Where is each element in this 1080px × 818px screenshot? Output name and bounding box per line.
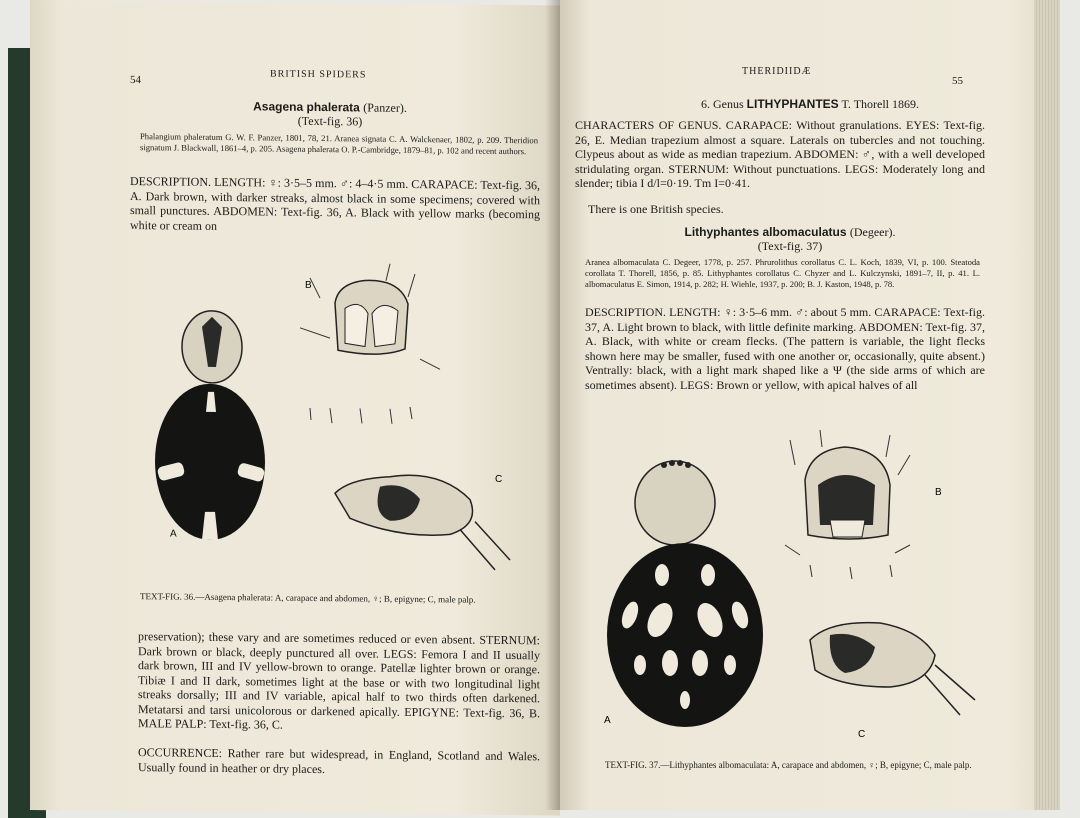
fig36-carapace-abdomen bbox=[155, 310, 265, 540]
species-name: Asagena phalerata bbox=[253, 99, 360, 115]
figure-caption: TEXT-FIG. 37.—Lithyphantes albomaculata: A, carapace and abdomen, ♀; B, epigyne; C, male palp. bbox=[605, 760, 972, 770]
figure-caption: TEXT-FIG. 36.—Asagena phalerata: A, carapace and abdomen, ♀; B, epigyne; C, male palp. bbox=[140, 591, 476, 605]
figure-reference: (Text-fig. 37) bbox=[757, 239, 823, 253]
right-page bbox=[560, 0, 1060, 810]
fig37-epigyne bbox=[785, 430, 910, 579]
species-count-note: There is one British species. bbox=[588, 202, 724, 216]
left-page bbox=[30, 0, 560, 816]
page-edges bbox=[1034, 0, 1060, 810]
figure-36 bbox=[150, 256, 530, 590]
species-name: Lithyphantes albomaculatus bbox=[684, 225, 847, 239]
fig37-label-a: A bbox=[604, 715, 611, 726]
figure-reference: (Text-fig. 36) bbox=[297, 113, 363, 129]
synonymy: Phalangium phaleratum G. W. F. Panzer, 1801, 78, 21. Aranea signata C. A. Walckenaer, 1802, p. 209. Theridion signatum J. Blackwall, 1861–4, p. 205. Asagena phalerata O. P.-Cambridge, 1879–81, p. 102 and recent authors. bbox=[140, 131, 538, 157]
genus-number: 6. Genus bbox=[700, 97, 744, 111]
figure-37 bbox=[590, 425, 990, 745]
fig37-carapace-abdomen bbox=[607, 460, 763, 727]
description-text: DESCRIPTION. LENGTH: ♀: 3·5–5 mm. ♂: 4–4·5 mm. CARAPACE: Text-fig. 36, A. Dark brown, with darker streaks, almost black in some specimens; covered with small punctures. ABDOMEN: Text-fig. 36, A. Black with yellow marks (becoming white or cream on bbox=[130, 174, 540, 233]
fig36-label-b: B bbox=[305, 279, 312, 291]
fig36-label-c: C bbox=[495, 473, 503, 485]
occurrence-text: OCCURRENCE: Rather rare but widespread, in England, Scotland and Wales. Usually found in heather or dry places. bbox=[138, 745, 540, 776]
genus-name: LITHYPHANTES bbox=[746, 97, 839, 111]
synonymy: Aranea albomaculata C. Degeer, 1778, p. 257. Phrurolithus corollatus C. L. Koch, 1839, VI, p. 100. Steatoda corollata T. Thorell, 1856, p. 85. Lithyphantes corollatus C. Chyzer and L. Kulczynski, 1891–7, II, p. 41. L. albomaculatus E. Simon, 1914, p. 282; H. Wiehle, 1937, p. 200; B. J. Kaston, 1948, p. 78. bbox=[585, 257, 980, 289]
species-author: (Panzer). bbox=[363, 100, 407, 115]
species-author: (Degeer). bbox=[849, 225, 896, 239]
fig37-male-palp bbox=[810, 623, 975, 715]
fig36-epigyne bbox=[300, 263, 440, 424]
fig36-label-a: A bbox=[170, 528, 177, 540]
genus-heading bbox=[620, 97, 1000, 112]
genus-author: T. Thorell 1869. bbox=[841, 97, 920, 111]
running-head: BRITISH SPIDERS bbox=[270, 68, 367, 81]
page-number: 54 bbox=[130, 74, 141, 87]
genus-characters: CHARACTERS OF GENUS. CARAPACE: Without granulations. EYES: Text-fig. 26, E. Median trapezium almost a square. Laterals on tubercles and not touching. Clypeus about as wide as median trapezium. ABDOMEN: ♂, with a well developed stridulating organ. STERNUM: Without punctuations. LEGS: Moderately long and slender; tibia I d/l=0·19. Tm I=0·41. bbox=[575, 118, 985, 190]
fig37-label-b: B bbox=[935, 487, 942, 498]
running-head: THERIDIIDÆ bbox=[742, 66, 812, 77]
page-number: 55 bbox=[952, 75, 963, 87]
species-title bbox=[640, 225, 940, 240]
fig37-label-c: C bbox=[858, 729, 866, 740]
description-text: DESCRIPTION. LENGTH: ♀: 3·5–6 mm. ♂: about 5 mm. CARAPACE: Text-fig. 37, A. Light brown to black, with little definite marking. ABDOMEN: Text-fig. 37, A. Black, with white or cream flecks. (The pattern is variable, the light flecks shown here may be smaller, fused with one another or, occasionally, quite absent.) Ventrally: black, with a light mark shaped like a Ψ (the side arms of which are sometimes absent). LEGS: Brown or yellow, with apical halves of all bbox=[585, 305, 985, 392]
fig36-male-palp bbox=[335, 475, 510, 571]
description-continued: preservation); these vary and are sometimes reduced or even absent. STERNUM: Dark brown or black, deeply punctured all over. LEGS: Femora I and II usually dark brown, III and IV yellow-brown to orange. Patellæ lighter brown or orange. Tibiæ I and II dark, sometimes light at the base or with two longitudinal light streaks dorsally; III and IV variable, apical half to two thirds often darkened. Metatarsi and tarsi unicolorous or darkened apically. EPIGYNE: Text-fig. 36, B. MALE PALP: Text-fig. 36, C. bbox=[138, 629, 540, 732]
